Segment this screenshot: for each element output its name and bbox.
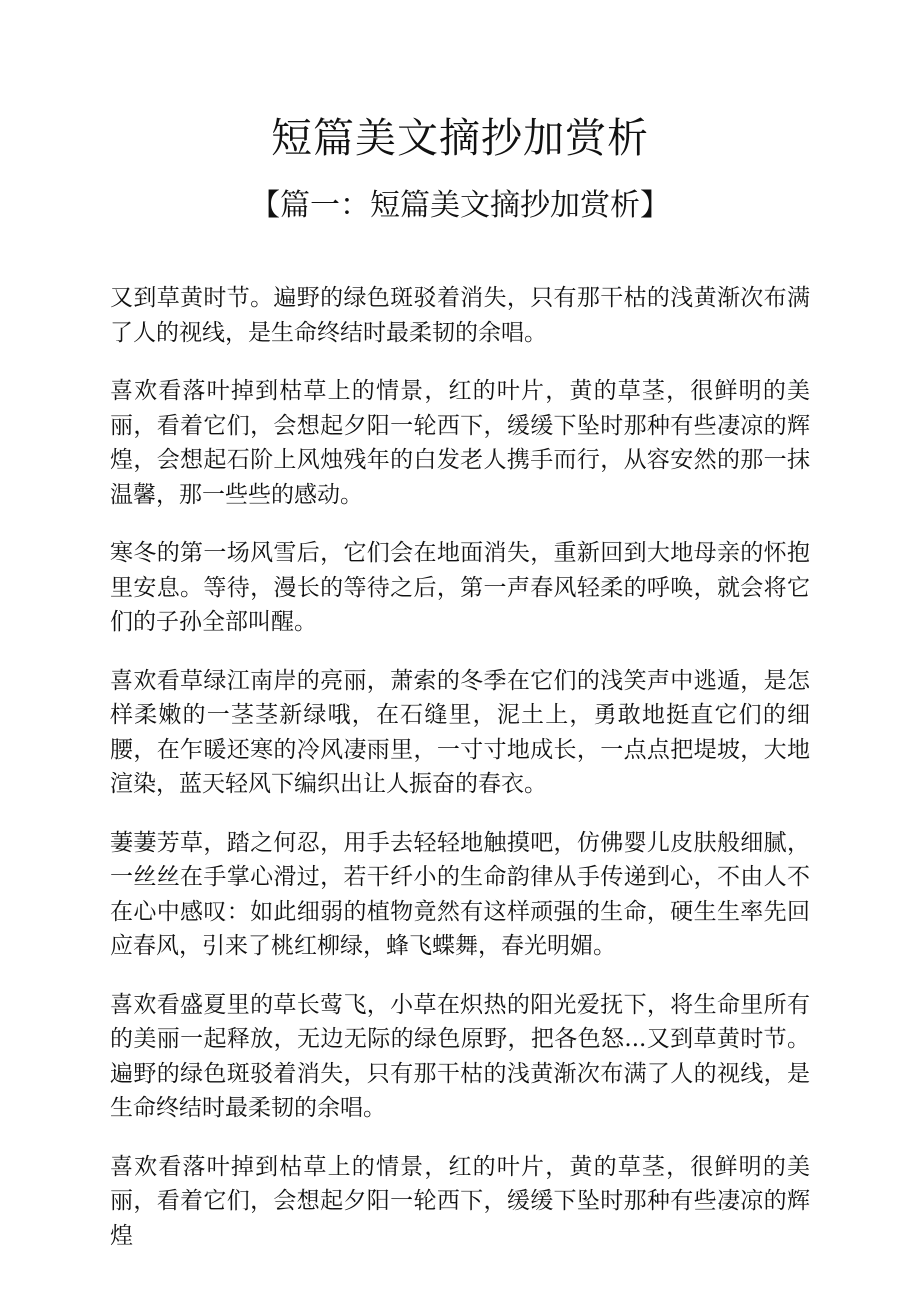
paragraph-3: 寒冬的第一场风雪后，它们会在地面消失，重新回到大地母亲的怀抱里安息。等待，漫长的等待之后，第一声春风轻柔的呼唤，就会将它们的子孙全部叫醒。 — [110, 540, 810, 635]
paragraph-4: 喜欢看草绿江南岸的亮丽，萧索的冬季在它们的浅笑声中逃遁，是怎样柔嫩的一茎茎新绿哦，在石缝里，泥土上，勇敢地挺直它们的细腰，在乍暖还寒的冷风凄雨里，一寸寸地成长，一点点把堤坡，大地渲染，蓝天轻风下编织出让人振奋的春衣。 — [110, 667, 810, 797]
article-body — [110, 281, 810, 1277]
paragraph-7: 喜欢看落叶掉到枯草上的情景，红的叶片，黄的草茎，很鲜明的美丽，看着它们，会想起夕阳一轮西下，缓缓下坠时那种有些凄凉的辉煌 — [110, 1153, 810, 1249]
paragraph-5: 萋萋芳草，踏之何忍，用手去轻轻地触摸吧，仿佛婴儿皮肤般细腻，一丝丝在手掌心滑过，若干纤小的生命韵律从手传递到心，不由人不在心中感叹：如此细弱的植物竟然有这样顽强的生命，硬生生率先回应春风，引来了桃红柳绿，蜂飞蝶舞，春光明媚。 — [110, 829, 810, 959]
paragraph-2: 喜欢看落叶掉到枯草上的情景，红的叶片，黄的草茎，很鲜明的美丽，看着它们，会想起夕阳一轮西下，缓缓下坠时那种有些凄凉的辉煌，会想起石阶上风烛残年的白发老人携手而行，从容安然的那一抹温馨，那一些些的感动。 — [110, 378, 810, 508]
paragraph-6: 喜欢看盛夏里的草长莺飞，小草在炽热的阳光爱抚下，将生命里所有的美丽一起释放，无边无际的绿色原野，把各色怒...又到草黄时节。遍野的绿色斑驳着消失，只有那干枯的浅黄渐次布满了人的视线，是生命终结时最柔韧的余唱。 — [110, 991, 810, 1121]
document-title: 短篇美文摘抄加赏析 — [271, 114, 649, 162]
paragraph-1: 又到草黄时节。遍野的绿色斑驳着消失，只有那干枯的浅黄渐次布满了人的视线，是生命终结时最柔韧的余唱。 — [110, 285, 810, 346]
section-heading: 【篇一：短篇美文摘抄加赏析】 — [250, 188, 670, 223]
